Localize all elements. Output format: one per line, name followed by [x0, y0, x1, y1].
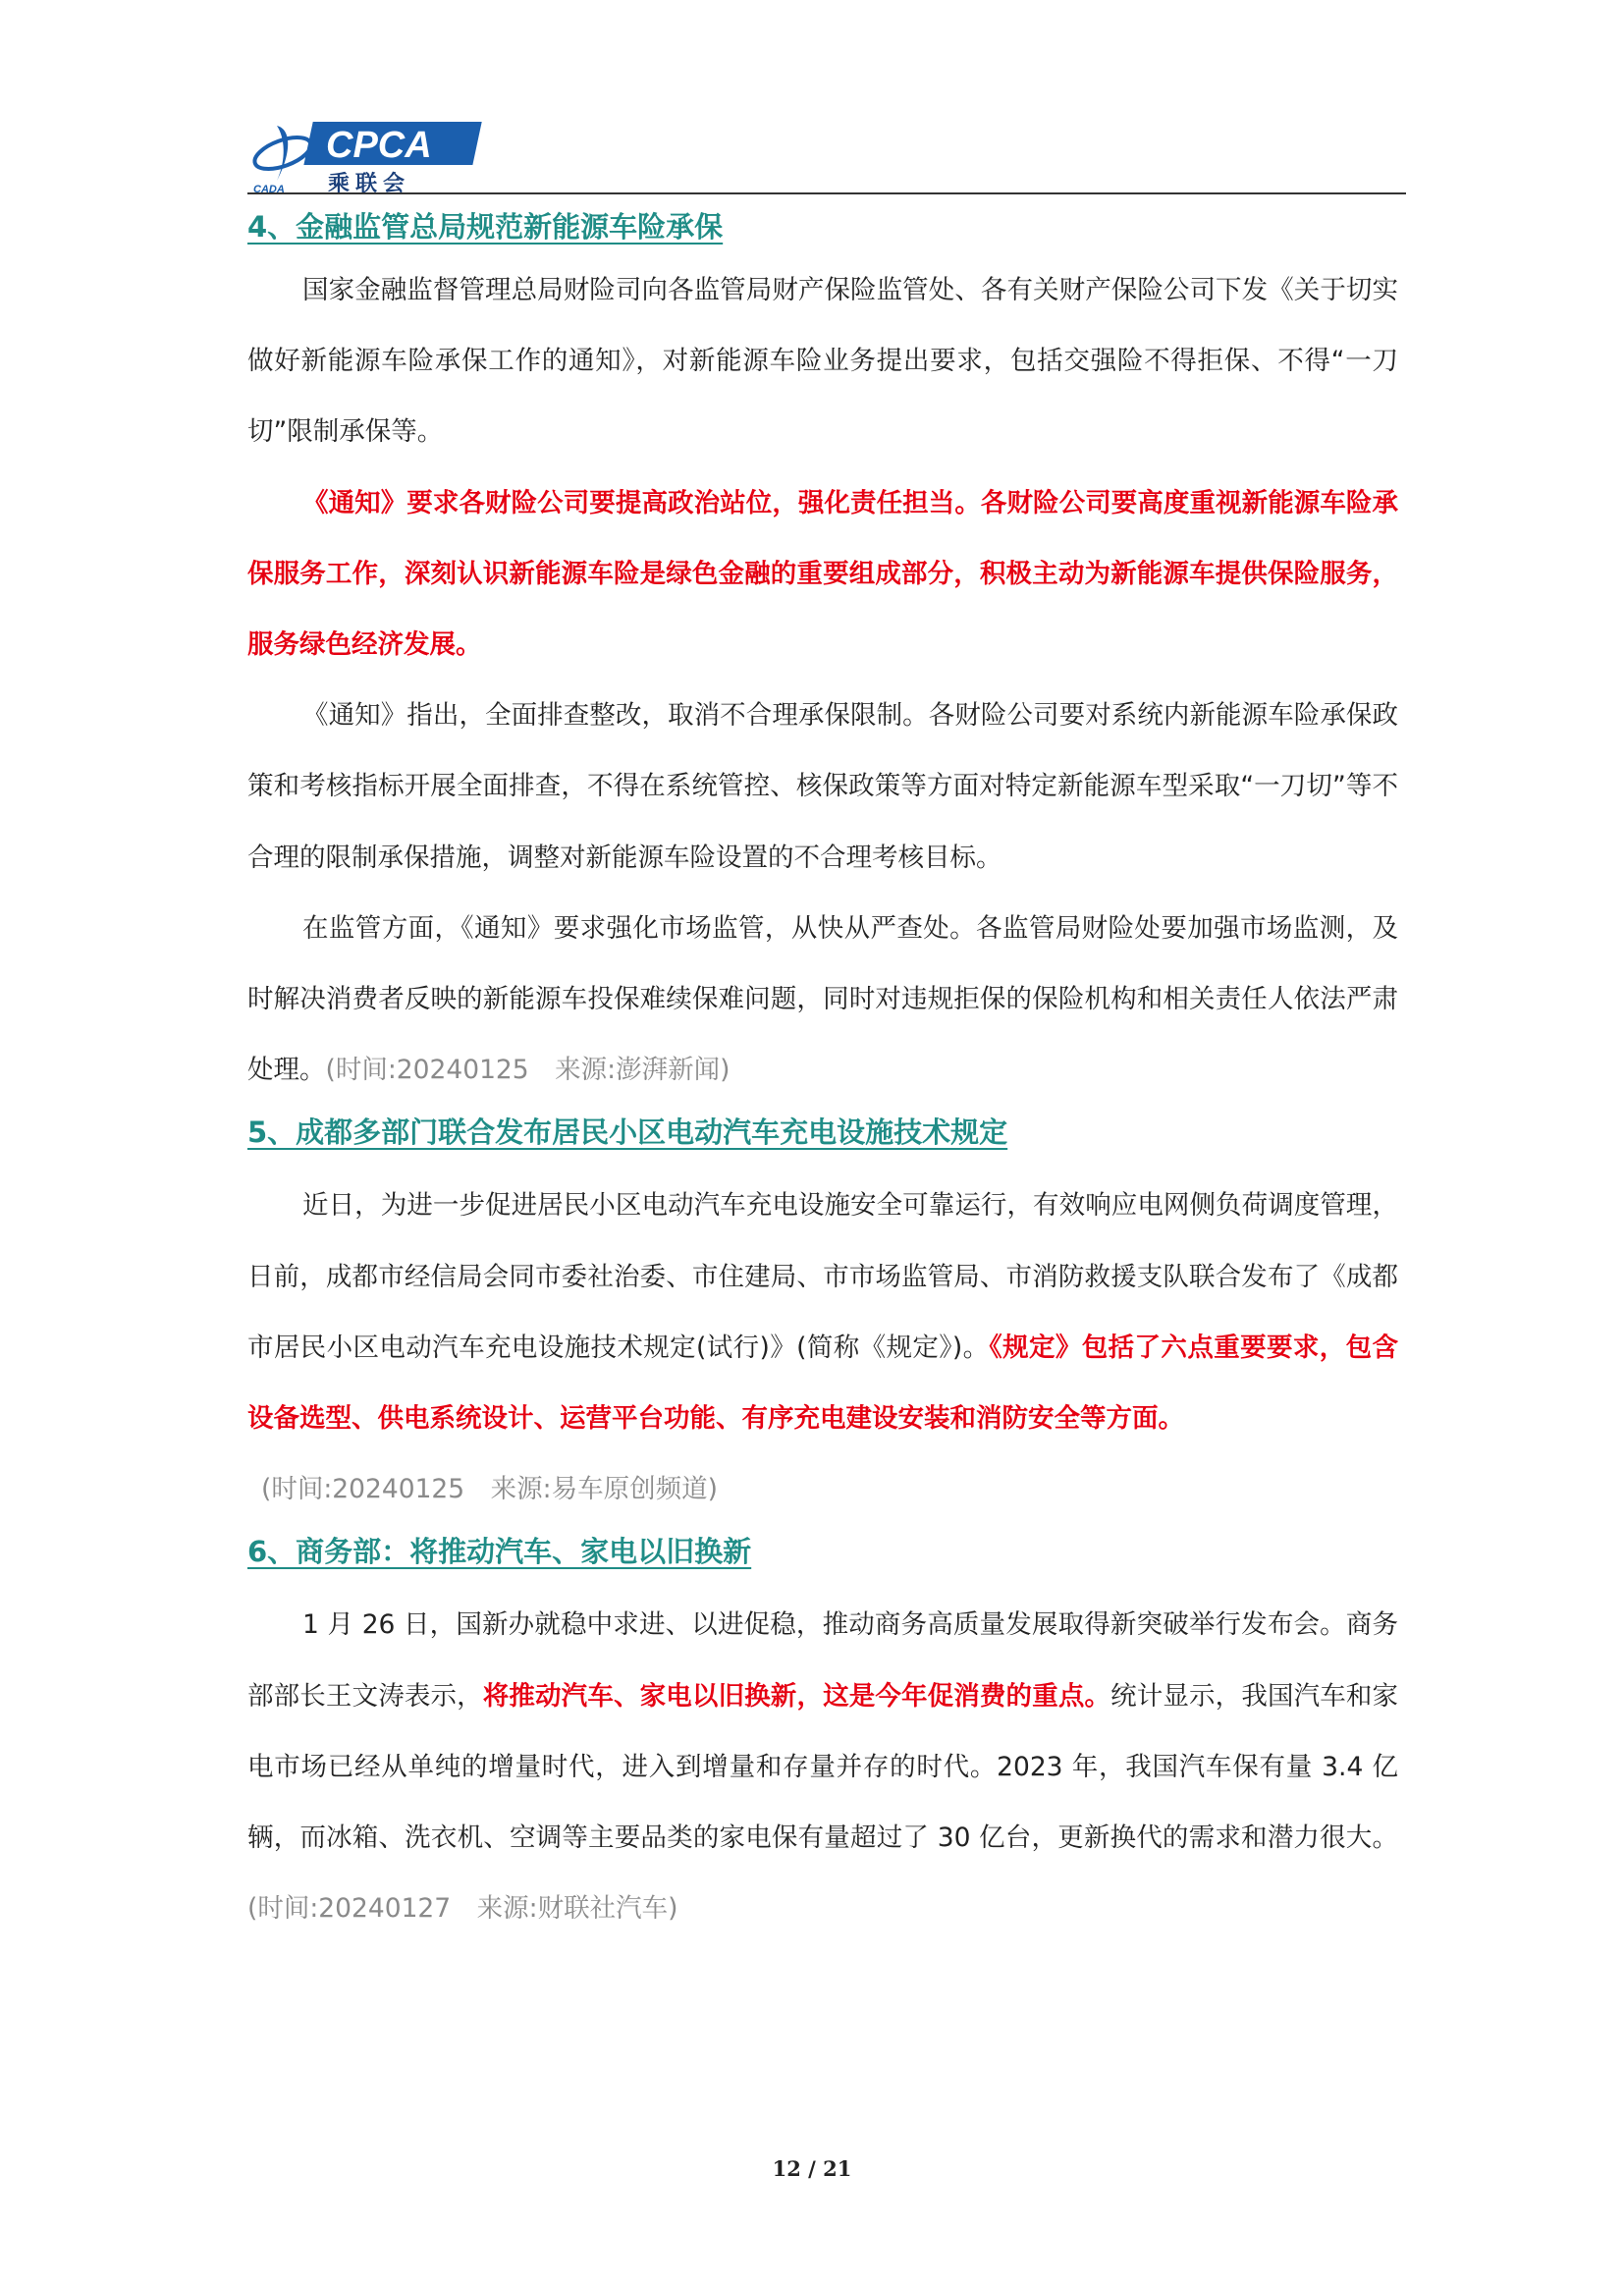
page-header	[247, 116, 1406, 194]
header-divider	[247, 192, 1406, 194]
section-4-paragraph-2: 《通知》要求各财险公司要提高政治站位，强化责任担当。各财险公司要高度重视新能源车险承保服务工作，深刻认识新能源车险是绿色金融的重要组成部分，积极主动为新能源车提供保险服务，服务绿色经济发展。	[247, 487, 1398, 661]
section-5-heading: 5、成都多部门联合发布居民小区电动汽车充电设施技术规定	[247, 1115, 1008, 1150]
logo-mark-text: CADA	[253, 184, 285, 194]
section-5-paragraph-1	[247, 1170, 1398, 1454]
page-number: 12 / 21	[772, 2156, 852, 2181]
section-5-emphasis: 《规定》包括了六点重要要求，包含设备选型、供电系统设计、运营平台功能、有序充电建设安装和消防安全等方面。	[247, 1332, 1399, 1435]
section-5-paragraph-1-text: 近日，为进一步促进居民小区电动汽车充电设施安全可靠运行，有效响应电网侧负荷调度管理，日前，成都市经信局会同市委社治委、市住建局、市市场监管局、市消防救援支队联合发布了《成都市居民小区电动汽车充电设施技术规定(试行)》(简称《规定》)。	[247, 1190, 1398, 1363]
section-4-paragraph-4	[247, 894, 1398, 1107]
section-6-paragraph-1-text-a: 1 月 26 日，国新办就稳中求进、以进促稳，推动商务高质量发展取得新突破举行发布会。商务部部长王文涛表示，	[247, 1609, 1398, 1712]
logo-subtext: 乘联会	[328, 172, 411, 194]
section-5-source: (时间:20240125 来源:易车原创频道)	[261, 1474, 718, 1505]
section-4-paragraph-4-text: 在监管方面，《通知》要求强化市场监管，从快从严查处。各监管局财险处要加强市场监测，及时解决消费者反映的新能源车投保难续保难问题，同时对违规拒保的保险机构和相关责任人依法严肃处理。	[247, 912, 1398, 1086]
document-body	[247, 204, 1398, 1944]
section-4-paragraph-1: 国家金融监督管理总局财险司向各监管局财产保险监管处、各有关财产保险公司下发《关于切实做好新能源车险承保工作的通知》，对新能源车险业务提出要求，包括交强险不得拒保、不得“一刀切”限制承保等。	[247, 275, 1398, 448]
section-4-heading: 4、金融监管总局规范新能源车险承保	[247, 210, 724, 244]
section-6-heading: 6、商务部：将推动汽车、家电以旧换新	[247, 1535, 752, 1569]
section-6-source: (时间:20240127 来源:财联社汽车)	[247, 1893, 678, 1925]
section-6-paragraph-1-text-b: 统计显示，我国汽车和家电市场已经从单纯的增量时代，进入到增量和存量并存的时代。2023 年，我国汽车保有量 3.4 亿辆，而冰箱、洗衣机、空调等主要品类的家电保有量超过了 30 亿台，更新换代的需求和潜力很大。	[247, 1680, 1399, 1854]
section-4-source: (时间:20240125 来源:澎湃新闻)	[325, 1055, 731, 1086]
cpca-logo	[247, 116, 483, 194]
section-6-paragraph-1	[247, 1590, 1398, 1944]
logo-text: CPCA	[326, 125, 432, 166]
section-4-paragraph-3: 《通知》指出，全面排查整改，取消不合理承保限制。各财险公司要对系统内新能源车险承保政策和考核指标开展全面排查，不得在系统管控、核保政策等方面对特定新能源车型采取“一刀切”等不合理的限制承保措施，调整对新能源车险设置的不合理考核目标。	[247, 700, 1398, 873]
section-6-emphasis: 将推动汽车、家电以旧换新，这是今年促消费的重点。	[482, 1680, 1111, 1712]
